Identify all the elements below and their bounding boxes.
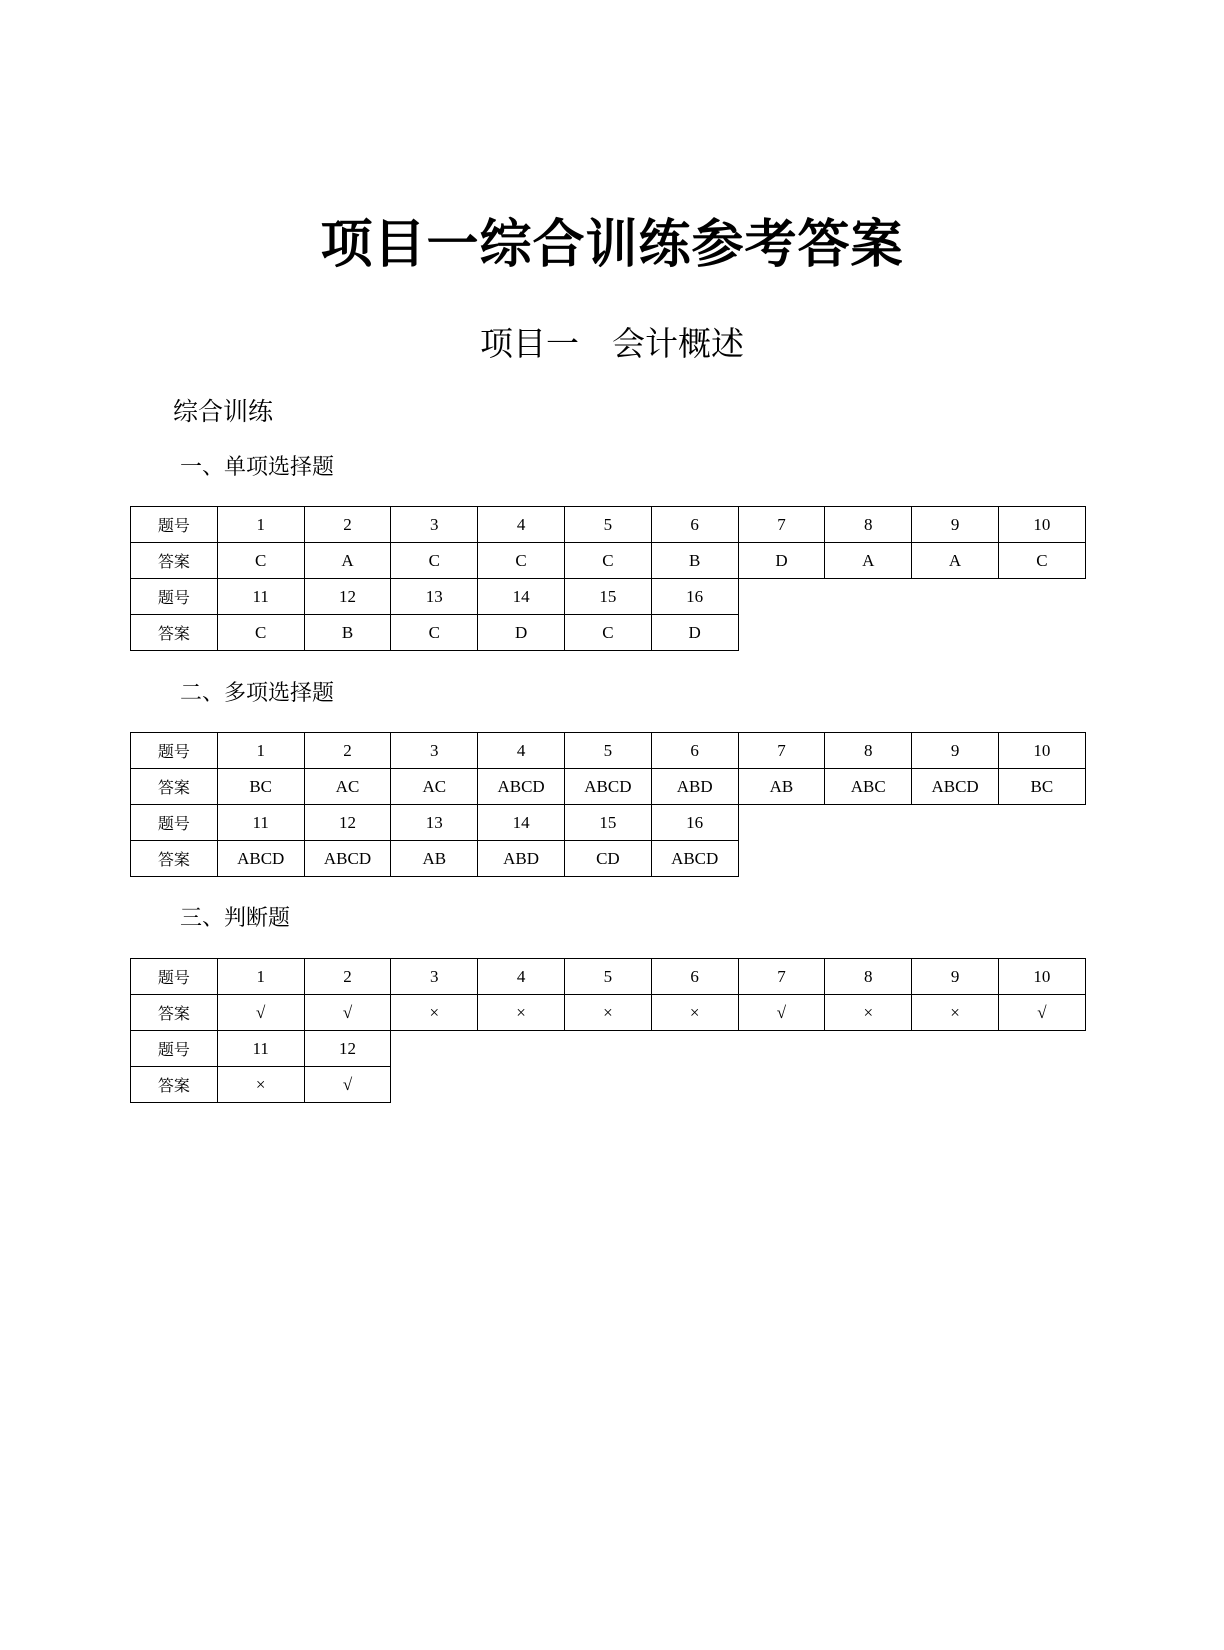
- number-label: 题号: [131, 1031, 218, 1067]
- answer-cell: BC: [998, 769, 1085, 805]
- question-number-cell: 12: [304, 1031, 391, 1067]
- answer-label: 答案: [131, 769, 218, 805]
- answer-row: [131, 995, 1086, 1031]
- answer-table-true-false: [130, 958, 1086, 1103]
- question-number-cell: 2: [304, 733, 391, 769]
- number-label: 题号: [131, 805, 218, 841]
- answer-cell: C: [564, 543, 651, 579]
- document-title: 项目一综合训练参考答案: [320, 214, 904, 275]
- answer-cell: BC: [217, 769, 304, 805]
- question-number-cell: 11: [217, 805, 304, 841]
- number-row: [131, 959, 1086, 995]
- answer-cell: ×: [217, 1067, 304, 1103]
- answer-cell: C: [391, 543, 478, 579]
- question-number-cell: 4: [478, 959, 565, 995]
- question-number-cell: 9: [912, 959, 999, 995]
- question-number-cell: 1: [217, 507, 304, 543]
- empty-cell: [825, 579, 912, 615]
- number-row: [131, 507, 1086, 543]
- answer-label: 答案: [131, 995, 218, 1031]
- question-number-cell: 12: [304, 579, 391, 615]
- question-number-cell: 3: [391, 507, 478, 543]
- question-number-cell: 12: [304, 805, 391, 841]
- answer-cell: ABC: [825, 769, 912, 805]
- section-heading-single-choice: 一、单项选择题: [180, 455, 335, 480]
- question-number-cell: 6: [651, 507, 738, 543]
- empty-cell: [998, 1031, 1085, 1067]
- answer-cell: ×: [391, 995, 478, 1031]
- answer-cell: ABCD: [217, 841, 304, 877]
- empty-cell: [738, 805, 825, 841]
- answer-cell: ABCD: [912, 769, 999, 805]
- question-number-cell: 14: [478, 805, 565, 841]
- empty-cell: [825, 1031, 912, 1067]
- empty-cell: [651, 1031, 738, 1067]
- question-number-cell: 8: [825, 733, 912, 769]
- question-number-cell: 10: [998, 733, 1085, 769]
- number-label: 题号: [131, 733, 218, 769]
- answer-cell: √: [998, 995, 1085, 1031]
- question-number-cell: 3: [391, 733, 478, 769]
- answer-cell: D: [738, 543, 825, 579]
- question-number-cell: 1: [217, 733, 304, 769]
- answer-cell: C: [217, 615, 304, 651]
- question-number-cell: 11: [217, 579, 304, 615]
- section-heading-multiple-choice: 二、多项选择题: [180, 681, 335, 706]
- empty-cell: [651, 1067, 738, 1103]
- question-number-cell: 10: [998, 507, 1085, 543]
- number-row: [131, 805, 1086, 841]
- empty-cell: [912, 841, 999, 877]
- question-number-cell: 2: [304, 959, 391, 995]
- answer-table-single-choice: [130, 506, 1086, 651]
- number-label: 题号: [131, 959, 218, 995]
- answer-cell: ABCD: [304, 841, 391, 877]
- answer-cell: D: [478, 615, 565, 651]
- answer-cell: ABD: [478, 841, 565, 877]
- empty-cell: [825, 841, 912, 877]
- answer-cell: ABCD: [564, 769, 651, 805]
- answer-cell: AC: [304, 769, 391, 805]
- empty-cell: [478, 1031, 565, 1067]
- empty-cell: [738, 615, 825, 651]
- empty-cell: [912, 1031, 999, 1067]
- question-number-cell: 7: [738, 507, 825, 543]
- empty-cell: [391, 1031, 478, 1067]
- question-number-cell: 16: [651, 805, 738, 841]
- question-number-cell: 15: [564, 579, 651, 615]
- empty-cell: [998, 579, 1085, 615]
- answer-cell: √: [217, 995, 304, 1031]
- empty-cell: [912, 1067, 999, 1103]
- answer-cell: C: [478, 543, 565, 579]
- question-number-cell: 5: [564, 507, 651, 543]
- empty-cell: [391, 1067, 478, 1103]
- empty-cell: [998, 1067, 1085, 1103]
- number-label: 题号: [131, 507, 218, 543]
- number-row: [131, 579, 1086, 615]
- empty-cell: [478, 1067, 565, 1103]
- answer-cell: ×: [478, 995, 565, 1031]
- question-number-cell: 8: [825, 507, 912, 543]
- question-number-cell: 8: [825, 959, 912, 995]
- number-row: [131, 1031, 1086, 1067]
- question-number-cell: 15: [564, 805, 651, 841]
- empty-cell: [738, 1067, 825, 1103]
- question-number-cell: 11: [217, 1031, 304, 1067]
- answer-cell: ABD: [651, 769, 738, 805]
- question-number-cell: 4: [478, 507, 565, 543]
- empty-cell: [738, 1031, 825, 1067]
- answer-row: [131, 543, 1086, 579]
- answer-table-multiple-choice: [130, 732, 1086, 877]
- answer-cell: A: [304, 543, 391, 579]
- question-number-cell: 7: [738, 733, 825, 769]
- answer-cell: C: [564, 615, 651, 651]
- question-number-cell: 5: [564, 733, 651, 769]
- answer-cell: A: [912, 543, 999, 579]
- empty-cell: [912, 805, 999, 841]
- empty-cell: [564, 1067, 651, 1103]
- question-number-cell: 9: [912, 733, 999, 769]
- question-number-cell: 7: [738, 959, 825, 995]
- chapter-title: 项目一 会计概述: [480, 324, 744, 363]
- question-number-cell: 10: [998, 959, 1085, 995]
- number-row: [131, 733, 1086, 769]
- number-label: 题号: [131, 579, 218, 615]
- answer-cell: ABCD: [478, 769, 565, 805]
- answer-cell: √: [304, 995, 391, 1031]
- answer-cell: C: [217, 543, 304, 579]
- answer-cell: CD: [564, 841, 651, 877]
- answer-cell: ×: [912, 995, 999, 1031]
- answer-cell: D: [651, 615, 738, 651]
- question-number-cell: 3: [391, 959, 478, 995]
- question-number-cell: 5: [564, 959, 651, 995]
- answer-cell: AB: [738, 769, 825, 805]
- answer-cell: C: [998, 543, 1085, 579]
- empty-cell: [825, 1067, 912, 1103]
- answer-cell: AC: [391, 769, 478, 805]
- question-number-cell: 13: [391, 805, 478, 841]
- answer-cell: ×: [825, 995, 912, 1031]
- empty-cell: [825, 805, 912, 841]
- question-number-cell: 9: [912, 507, 999, 543]
- answer-cell: AB: [391, 841, 478, 877]
- section-subtitle: 综合训练: [173, 397, 274, 426]
- empty-cell: [912, 579, 999, 615]
- answer-cell: B: [304, 615, 391, 651]
- answer-cell: ×: [564, 995, 651, 1031]
- empty-cell: [825, 615, 912, 651]
- answer-cell: ABCD: [651, 841, 738, 877]
- question-number-cell: 14: [478, 579, 565, 615]
- empty-cell: [912, 615, 999, 651]
- question-number-cell: 6: [651, 733, 738, 769]
- empty-cell: [998, 805, 1085, 841]
- empty-cell: [738, 841, 825, 877]
- answer-row: [131, 769, 1086, 805]
- answer-cell: B: [651, 543, 738, 579]
- answer-label: 答案: [131, 543, 218, 579]
- empty-cell: [998, 841, 1085, 877]
- empty-cell: [564, 1031, 651, 1067]
- question-number-cell: 4: [478, 733, 565, 769]
- answer-row: [131, 615, 1086, 651]
- answer-row: [131, 1067, 1086, 1103]
- answer-label: 答案: [131, 615, 218, 651]
- answer-cell: A: [825, 543, 912, 579]
- question-number-cell: 16: [651, 579, 738, 615]
- answer-label: 答案: [131, 1067, 218, 1103]
- answer-row: [131, 841, 1086, 877]
- question-number-cell: 13: [391, 579, 478, 615]
- question-number-cell: 2: [304, 507, 391, 543]
- answer-cell: ×: [651, 995, 738, 1031]
- answer-cell: C: [391, 615, 478, 651]
- empty-cell: [998, 615, 1085, 651]
- section-heading-true-false: 三、判断题: [180, 906, 291, 931]
- empty-cell: [738, 579, 825, 615]
- question-number-cell: 6: [651, 959, 738, 995]
- answer-cell: √: [304, 1067, 391, 1103]
- answer-label: 答案: [131, 841, 218, 877]
- question-number-cell: 1: [217, 959, 304, 995]
- answer-cell: √: [738, 995, 825, 1031]
